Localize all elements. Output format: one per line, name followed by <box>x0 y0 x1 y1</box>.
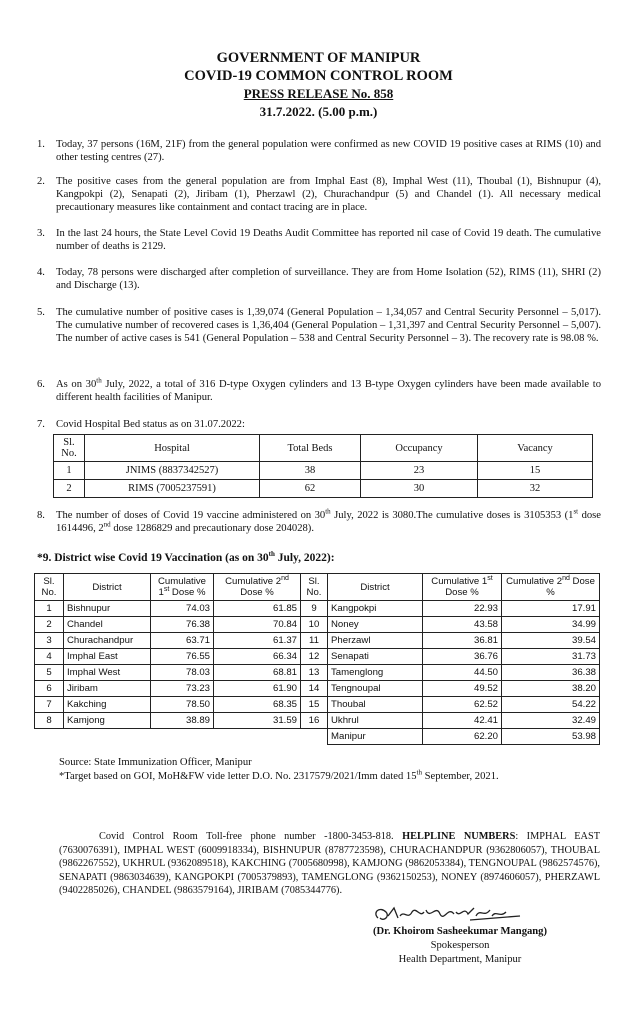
table-row: 6 Jiribam 73.23 61.90 14 Tengnoupal 49.52 38.20 <box>35 681 600 697</box>
release-date: 31.7.2022. (5.00 p.m.) <box>259 104 378 119</box>
table-row: 1 Bishnupur 74.03 61.85 9 Kangpokpi 22.93 17.91 <box>35 601 600 617</box>
signature-icon <box>370 900 530 926</box>
table-row: 7 Kakching 78.50 68.35 15 Thoubal 62.52 54.22 <box>35 697 600 713</box>
helpline-numbers: Covid Control Room Toll-free phone number -1800-3453-818. HELPLINE NUMBERS: IMPHAL EAST (7630076391), IMPHAL WEST (6009918334), BISHNUPUR (8787723598), CHURACHANDPUR (9362806057), THOUBAL (9862267552), UKHRUL (9362089518), KAKCHING (7005680998), KAMJONG (9862053384), TENGNOUPAL (9862574576), SENAPATI (9863034639), KANGPOKPI (7005379893), TAMENGLONG (9362150253), NONEY (8974606057), PHERZAWL (9402285026), CHANDEL (9863579164), JIRIBAM (7085344776). <box>59 831 601 896</box>
government-title: GOVERNMENT OF MANIPUR <box>216 50 421 66</box>
target-note: *Target based on GOI, MoH&FW vide letter D.O. No. 2317579/2021/Imm dated 15th September, 2021. <box>59 768 499 782</box>
district-vaccination-table <box>34 573 600 745</box>
hospital-bed-table <box>53 434 593 498</box>
table-row: 2 Chandel 76.38 70.84 10 Noney 43.58 34.99 <box>35 617 600 633</box>
table-row: 3 Churachandpur 63.71 61.37 11 Pherzawl 36.81 39.54 <box>35 633 600 649</box>
table-total-row: Manipur 62.20 53.98 <box>35 729 600 745</box>
table-row: 8 Kamjong 38.89 31.59 16 Ukhrul 42.41 32.49 <box>35 713 600 729</box>
bed-col-vacancy: Vacancy <box>478 435 593 462</box>
signatory-name: (Dr. Khoirom Sasheekumar Mangang) <box>372 926 548 937</box>
press-release-page: GOVERNMENT OF MANIPUR COVID-19 COMMON CONTROL ROOM PRESS RELEASE No. 858 31.7.2022. (5.00 p.m.) 1. Today, 37 persons (16M, 21F) from the general population were confirmed as new COVID 19 positive cases at RIMS (10) and other testing centres (27). 2. The positive cases from the general population are from Imphal East (8), Imphal West (11), Thoubal (1), Bishnupur (4), Kangpokpi (2), Senapati (2), Jiribam (1), Pherzawl (2), Churachandpur (5) and Chandel (1). All necessary medical precautionary measures like containment and contact tracing are in place. 3. In the last 24 hours, the State Level Covid 19 Deaths Audit Committee has reported nil case of Covid 19 death. The cumulative number of deaths is 2129. 4. Today, 78 persons were discharged after completion of surveillance. They are from Home Isolation (52), RIMS (11), SHRI (2) and Discharge (13). 5. The cumulative number of positive cases is 1,39,074 (General Population – 1,34,057 and Central Security Personnel – 5,017). The cumulative number of recovered cases is 1,36,404 (General Population – 1,31,397 and Central Security Personnel – 5,007). The number of active cases is 541 (General Population – 538 and Central Security Personnel – 3). The recovery rate is 98.08 %. 6. As on 30th July, 2022, a total of 316 D-type Oxygen cylinders and 13 B-type Oxygen cylinders have been made available to different health facilities of Manipur. 7. Covid Hospital Bed status as on 31.07.2022: Sl. No. Hospital Total Beds Occupancy Vacancy 1 JNIMS (8837342527) 38 23 15 2 RIMS (7005237591) 62 30 32 8. The number of doses of Covid 19 vaccine administered on 30th July, 2022 is 3080.The cumulative doses is 3105353 (1st dose 1614496, 2nd dose 1286829 and precautionary dose 204028). *9. District wise Covid 19 Vaccination (as on 30th July, 2022): Sl. No. District Cumulative 1st Dose % Cumulative 2nd Dose % Sl. No. District Cumulative 1st Dose % Cumulative 2nd Dose % 1 Bishnupur 74.03 61.85 9 Kangpokpi 22.93 17.91 2 Chandel 76.38 70.84 10 Noney 43.58 34.99 3 Churachandpur 63.71 61.37 11 Pherzawl 36.81 39.54 4 Imphal East 76.55 66.34 12 Senapati 36.76 31.73 5 Imphal West 78.03 68.81 13 Tamenglong 44.50 36.38 6 Jiribam 73.23 61.90 14 Tengnoupal 49.52 38.20 7 Kakching 78.50 68.35 15 Thoubal 62.52 54.22 8 Kamjong 38.89 31.59 16 Ukhrul 42.41 32.49 Manipur 62.20 53.98 Source: State Immunization Officer, Manipur *Target based on GOI, MoH&FW vide letter D.O. No. 2317579/2021/Imm dated 15th September, 2021. Covid Control Room Toll-free phone number -1800-3453-818. HELPLINE NUMBERS: IMPHAL EAST (7630076391), IMPHAL WEST (6009918334), BISHNUPUR (8787723598), CHURACHANDPUR (9362806057), THOUBAL (9862267552), UKHRUL (9362089518), KAKCHING (7005680998), KAMJONG (9862053384), TENGNOUPAL (9862574576), SENAPATI (9863034639), KANGPOKPI (7005379893), TAMENGLONG (9362150253), NONEY (8974606057), PHERZAWL (9402285026), CHANDEL (9863579164), JIRIBAM (7085344776). (Dr. Khoirom Sasheekumar Mangang) Spokesperson Health Department, Manipur <box>0 0 637 1024</box>
table-row: 1 JNIMS (8837342527) 38 23 15 <box>54 462 593 480</box>
table-row: 4 Imphal East 76.55 66.34 12 Senapati 36.76 31.73 <box>35 649 600 665</box>
bed-col-sl: Sl. No. <box>54 435 85 462</box>
signatory-role: Spokesperson <box>430 940 490 951</box>
press-release-number: PRESS RELEASE No. 858 <box>243 86 394 101</box>
bed-col-total: Total Beds <box>260 435 361 462</box>
bed-table-header <box>54 435 593 462</box>
vacc-table-header: Sl. No. District Cumulative 1st Dose % Cumulative 2nd Dose % Sl. No. District Cumulative 1st Dose % Cumulative 2nd Dose % <box>35 574 600 601</box>
bed-col-occupancy: Occupancy <box>361 435 478 462</box>
control-room-title: COVID-19 COMMON CONTROL ROOM <box>184 68 453 84</box>
vaccination-section-title: *9. District wise Covid 19 Vaccination (as on 30th July, 2022): <box>37 550 335 564</box>
table-row: 5 Imphal West 78.03 68.81 13 Tamenglong 44.50 36.38 <box>35 665 600 681</box>
bed-col-hospital: Hospital <box>85 435 260 462</box>
signatory-department: Health Department, Manipur <box>398 954 522 965</box>
source-note: Source: State Immunization Officer, Manipur <box>59 757 252 768</box>
table-row: 2 RIMS (7005237591) 62 30 32 <box>54 480 593 498</box>
